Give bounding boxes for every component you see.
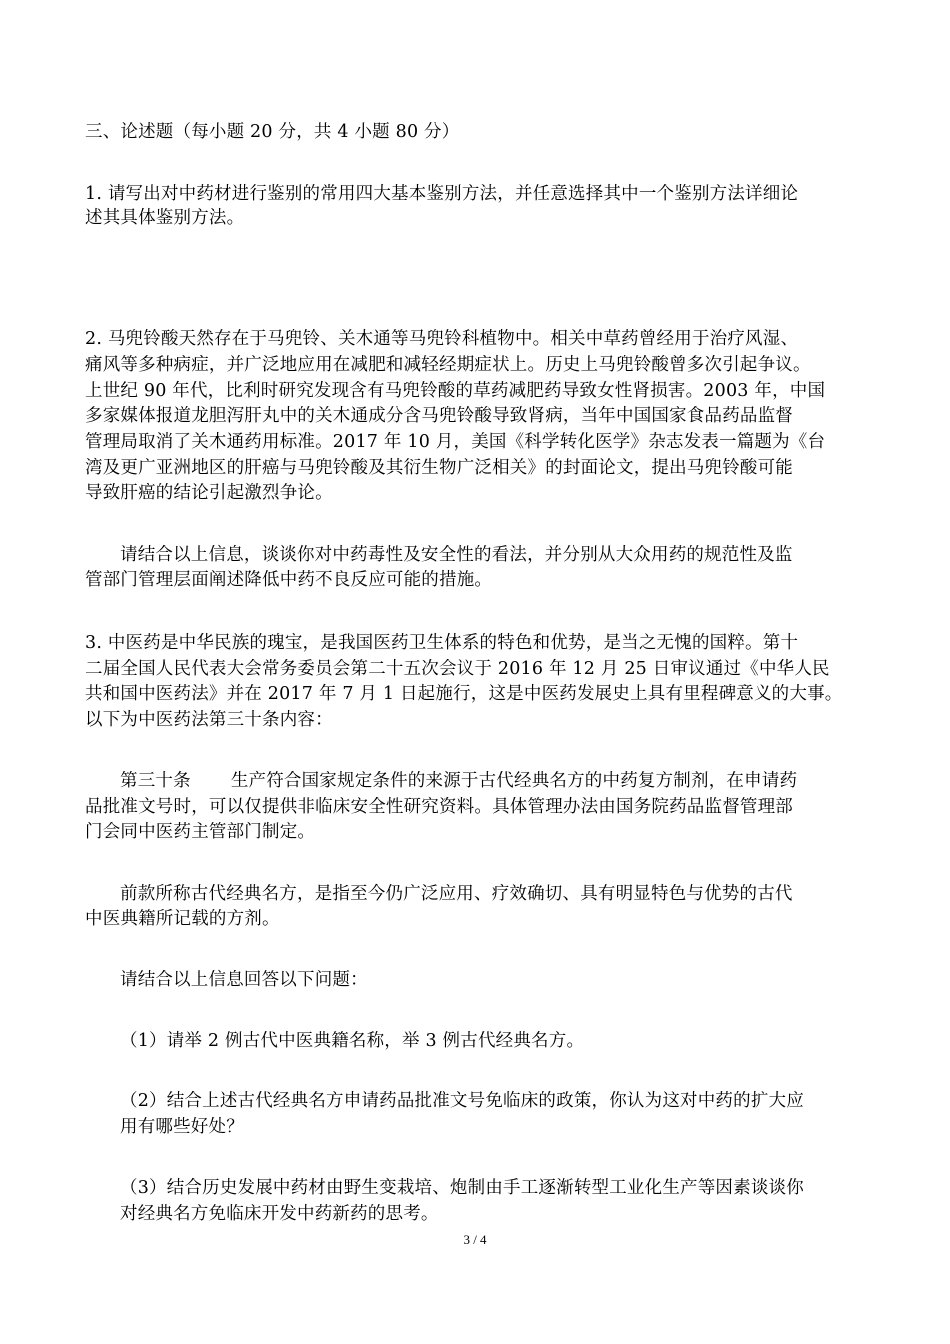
q3-definition-line-1: 前款所称古代经典名方，是指至今仍广泛应用、疗效确切、具有明显特色与优势的古代 [120,884,793,904]
page-number: 3 / 4 [463,1232,487,1247]
q2-line-6: 湾及更广亚洲地区的肝癌与马兜铃酸及其衍生物广泛相关》的封面论文，提出马兜铃酸可能 [85,458,793,478]
q3-sub-question-2-line-1: （2）结合上述古代经典名方申请药品批准文号免临床的政策，你认为这对中药的扩大应 [120,1091,804,1111]
q2-line-3: 上世纪 90 年代，比利时研究发现含有马兜铃酸的草药减肥药导致女性肾损害。2003 年，中国 [85,381,826,401]
q2-prompt-line-2: 管部门管理层面阐述降低中药不良反应可能的措施。 [85,570,493,590]
q2-line-7: 导致肝癌的结论引起激烈争论。 [85,483,333,503]
q3-sub-question-2-line-2: 用有哪些好处？ [120,1117,244,1137]
q3-instruction: 请结合以上信息回答以下问题： [120,970,368,990]
q3-definition-line-2: 中医典籍所记载的方剂。 [85,909,280,929]
q3-article-line-3: 门会同中医药主管部门制定。 [85,822,316,842]
q2-line-2: 痛风等多种病症，并广泛地应用在减肥和减轻经期症状上。历史上马兜铃酸曾多次引起争议。 [85,355,811,375]
q1-line-1: 1. 请写出对中药材进行鉴别的常用四大基本鉴别方法，并任意选择其中一个鉴别方法详细论 [85,184,799,204]
q3-line-3: 共和国中医药法》并在 2017 年 7 月 1 日起施行，这是中医药发展史上具有里程碑意义的大事。 [85,684,843,704]
q3-article-line-1 [120,768,910,794]
article-label: 第三十条 [120,771,191,791]
q2-line-5: 管理局取消了关木通药用标准。2017 年 10 月，美国《科学转化医学》杂志发表一篇题为《台 [85,432,826,452]
q3-line-1: 3. 中医药是中华民族的瑰宝，是我国医药卫生体系的特色和优势，是当之无愧的国粹。第十 [85,633,799,653]
q2-line-4: 多家媒体报道龙胆泻肝丸中的关木通成分含马兜铃酸导致肾病，当年中国国家食品药品监督 [85,406,793,426]
article-text: 生产符合国家规定条件的来源于古代经典名方的中药复方制剂，在申请药 [230,771,798,791]
section-title: 三、论述题（每小题 20 分，共 4 小题 80 分） [85,122,460,142]
q2-line-1: 2. 马兜铃酸天然存在于马兜铃、关木通等马兜铃科植物中。相关中草药曾经用于治疗风湿、 [85,329,799,349]
q3-sub-question-3-line-1: （3）结合历史发展中药材由野生变栽培、炮制由手工逐渐转型工业化生产等因素谈谈你 [120,1178,804,1198]
q1-line-2: 述其具体鉴别方法。 [85,208,245,228]
q3-sub-question-3-line-2: 对经典名方免临床开发中药新药的思考。 [120,1204,439,1224]
q3-article-line-2: 品批准文号时，可以仅提供非临床安全性研究资料。具体管理办法由国务院药品监督管理部 [85,797,793,817]
q3-line-2: 二届全国人民代表大会常务委员会第二十五次会议于 2016 年 12 月 25 日审议通过《中华人民 [85,659,830,679]
q2-prompt-line-1: 请结合以上信息，谈谈你对中药毒性及安全性的看法，并分别从大众用药的规范性及监 [120,545,793,565]
q3-sub-question-1: （1）请举 2 例古代中医典籍名称，举 3 例古代经典名方。 [120,1031,585,1051]
q3-line-4: 以下为中医药法第三十条内容： [85,710,333,730]
